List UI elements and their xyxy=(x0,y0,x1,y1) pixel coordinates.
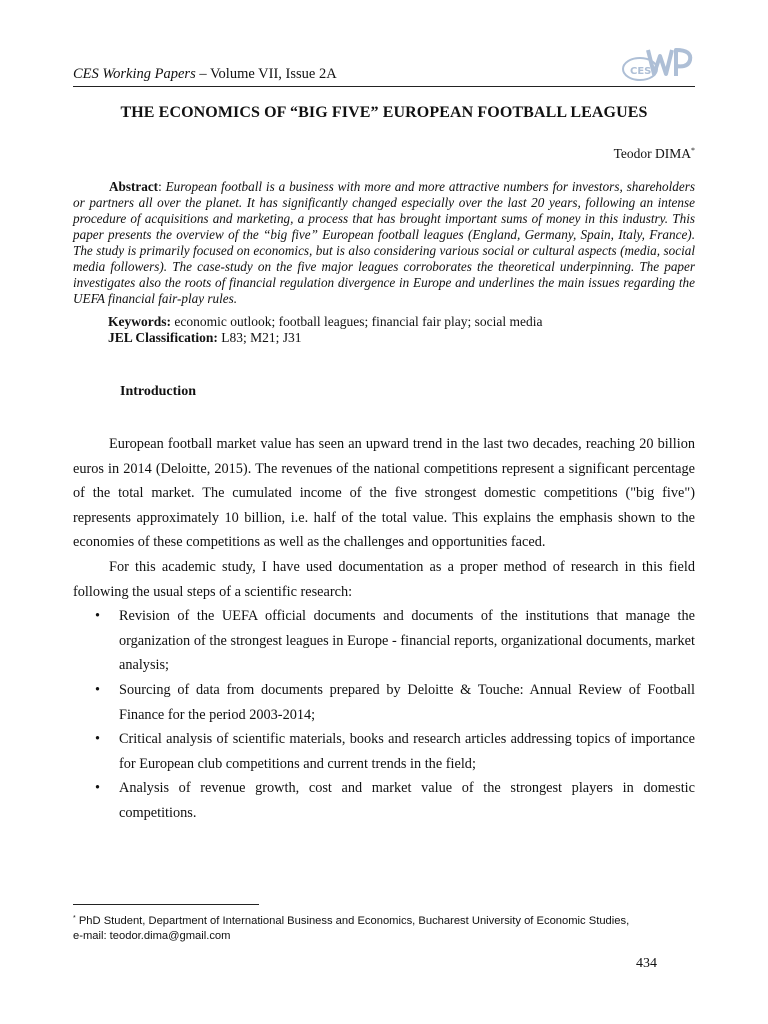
bullet-icon: • xyxy=(95,681,101,698)
list-item-text: Sourcing of data from documents prepared by Deloitte & Touche: Annual Review of Football Finance for the period 2003-2014; xyxy=(119,681,695,723)
keywords-line xyxy=(108,314,543,330)
bullet-icon: • xyxy=(95,608,101,625)
journal-volume: – Volume VII, Issue 2A xyxy=(195,66,337,82)
list-item xyxy=(73,776,695,825)
list-item-text: Analysis of revenue growth, cost and market value of the strongest players in domestic competitions. xyxy=(119,780,695,821)
list-item-text: Critical analysis of scientific materials, books and research articles addressing topics of importance for European club competitions and current trends in the field; xyxy=(119,731,695,772)
abstract-text: European football is a business with more and more attractive numbers for investors, shareholders or partners all over the planet. It has significantly changed especially over the last 20 years, following an intense procedure of acquisitions and marketing, a process that has brought important sums of money in this industry. This paper presents the overview of the “big five” European football leagues (England, Germany, Spain, Italy, France). The study is primarily focused on economics, but is also considering various social or cultural aspects (media, social media followers). The case-study on the five major leagues corroborates the theoretical underpinning. The paper investigates also the roots of financial regulation divergence in Europe and underlines the main issues regarding the UEFA financial fair-play rules. xyxy=(73,179,695,306)
journal-name: CES Working Papers xyxy=(73,66,196,82)
abstract-separator: : xyxy=(158,179,166,194)
journal-header xyxy=(73,66,337,83)
keywords-value: economic outlook; football leagues; financial fair play; social media xyxy=(171,314,543,329)
paragraph: European football market value has seen an upward trend in the last two decades, reaching 20 billion euros in 2014 (Deloitte, 2015). The revenues of the national competitions represent a significant percentage of the total market. The cumulated income of the five strongest domestic competitions ("big five") represents approximately 10 billion, i.e. half of the total value. This explains the emphasis shown to the economies of these competitions as well as the challenges and opportunities faced. xyxy=(73,436,695,551)
list-item xyxy=(73,604,695,678)
author-line xyxy=(614,146,695,162)
paragraph: For this academic study, I have used documentation as a proper method of research in this field following the usual steps of a scientific research: xyxy=(73,558,695,600)
body-text xyxy=(73,432,695,826)
footnote-line-1 xyxy=(73,911,695,929)
section-heading: Introduction xyxy=(120,384,196,399)
author-footnote-mark: * xyxy=(691,146,695,155)
list-item xyxy=(73,678,695,727)
header-rule xyxy=(73,86,695,87)
footnote-affiliation: PhD Student, Department of International Business and Economics, Bucharest University of Economic Studies, xyxy=(75,915,630,927)
abstract-label: Abstract xyxy=(109,179,159,194)
author-name: Teodor DIMA xyxy=(613,146,691,161)
list-item-text: Revision of the UEFA official documents and documents of the institutions that manage the organization of the strongest leagues in Europe - financial reports, organizational documents, market analysis; xyxy=(119,608,695,674)
keywords-label: Keywords: xyxy=(108,314,171,329)
list-item xyxy=(73,727,695,776)
footnote-email: e-mail: teodor.dima@gmail.com xyxy=(73,930,231,942)
page-number: 434 xyxy=(636,956,657,971)
jel-value: L83; M21; J31 xyxy=(217,330,302,345)
keywords-block xyxy=(108,314,543,346)
ces-wp-logo xyxy=(618,44,696,84)
footnote-rule xyxy=(73,904,259,905)
svg-text:CES: CES xyxy=(630,66,652,77)
jel-label: JEL Classification: xyxy=(108,330,218,345)
bullet-icon: • xyxy=(95,780,101,797)
bullet-list xyxy=(73,604,695,825)
abstract xyxy=(73,179,695,307)
paper-title: THE ECONOMICS OF “BIG FIVE” EUROPEAN FOOTBALL LEAGUES xyxy=(120,104,648,121)
footnote-mark: * xyxy=(73,915,76,922)
footnote xyxy=(73,911,695,944)
bullet-icon: • xyxy=(95,731,101,748)
jel-line xyxy=(108,330,543,346)
